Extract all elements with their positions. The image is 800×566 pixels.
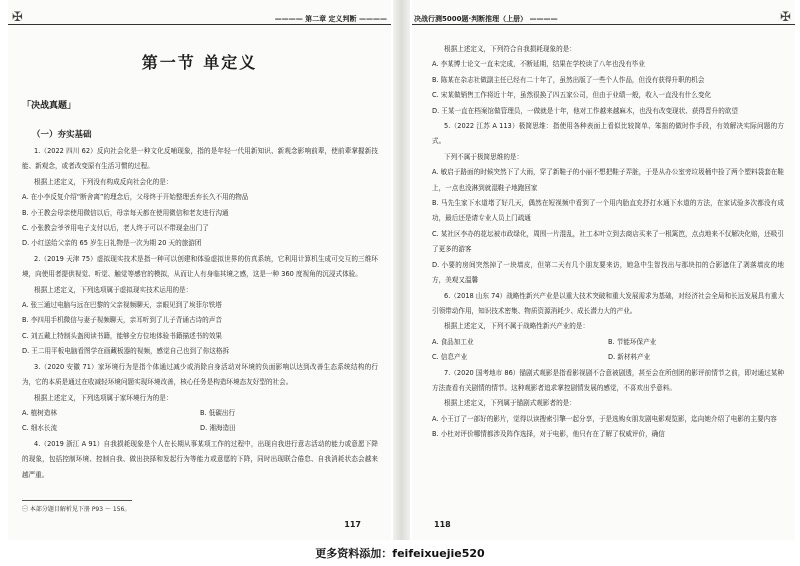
option: B. 马先生家下水道堵了好几天，偶然在短视频中看到了一个用内胎直充抒打水通下水道的方法，在家试验多次都没有成功，最后还是请专业人员上门疏通 — [432, 199, 784, 223]
option: D. 小红送给父亲的 65 岁生日礼物是一次为期 20 天的旅游团 — [22, 239, 202, 248]
book-gutter — [393, 0, 410, 540]
option-row — [22, 421, 378, 436]
option: B. 小杜对评价哪情都涉及阵作选择，对于电影，他只有在了解了权威评价，确信 — [432, 430, 665, 439]
option-row — [22, 406, 378, 421]
option: B. 小王教会母亲使用微信以后，母亲每天都在使用微信和老友进行沟通 — [22, 208, 229, 217]
question-stem: 5.（2022 江苏 A 113）极简思维：指使用各种表面上看似比较简单、笨拙的做时作手段，有效解决实际问题的方式。 — [432, 122, 784, 146]
option: B. 李四用手机微信与妻子视频聊天，亲耳听到了儿子背诵古诗的声音 — [22, 316, 222, 325]
option: D. 小要的房间突然掉了一块墙皮，但第二天有几个朋友要来访，她急中生智找出与那块扣的合影遮住了剥落墙皮的地方，美观又温馨 — [432, 260, 784, 285]
header-rule — [412, 24, 795, 25]
question-prompt: 下列不属于极简思维的是： — [444, 152, 524, 161]
option: D. 王二用平板电脑看图学在画藏板器的视频，感觉自己也到了你这格拆 — [22, 347, 230, 356]
option: C. 小张教会爷爷用电子支付以后，老人终于可以不带现金出门了 — [22, 224, 209, 233]
option: C. 某社区李办的花坛被市政绿化，周围一片混乱，社工本叶立到去商店买来了一根篱笆，点点地来不仅解决化赔，还吸引了更多的游客 — [432, 229, 784, 254]
right-question-list — [432, 42, 784, 443]
question-stem: 4.（2019 浙江 A 91）自我损耗现象是个人在长期从事某项工作的过程中，出现自我进行意志活动的能力或意愿下降的现象，包括控制环境、控制自我、做出抉择和发起行为等能力或意愿的下降，同时出现联合倦怠、自我消耗状态会越来越严重。 — [22, 439, 378, 479]
block-label: 「决战真题」 — [22, 101, 77, 111]
option: D. 湘海造田 — [200, 424, 236, 433]
option: D. 王某一直在档案馆做管理员，一做就是十年，他对工作越来越麻木，也没有改变现状、获得晋升的欲望 — [432, 106, 738, 115]
question-stem: 1.（2022 四川 62）反向社会化是一种文化反哺现象，指的是年轻一代用新知识、新观念影响前辈，使前辈掌握新技能、新观念，或者改变原有生活习惯的过程。 — [22, 147, 378, 171]
option: B. 节能环保产业 — [608, 337, 657, 346]
option: A. 敏启于路面的时候突然下了大雨，穿了新鞋子的小丽不想把鞋子弄脏，于是从办公室旁垃圾桶中捡了两个塑料袋套在鞋上，一点也没淋到就湿鞋子地跑回家 — [432, 168, 784, 192]
option: D. 新材料产业 — [608, 353, 651, 362]
option-row — [432, 335, 784, 350]
page-number-left: 117 — [344, 520, 361, 529]
option: A. 李某博士论文一直未完成，不断延期，结果在学校读了八年也没有毕业 — [432, 60, 645, 69]
question-stem: 3.（2020 安徽 71）家环境行为是指个体通过减少或消除自身活动对环境的负面影响以达到改善生态系统结构的行为，它的本质是通过在收减轻环境问题实现环境改善，核心任务是构造环境态友好型的社会。 — [22, 362, 378, 387]
option: C. 信息产业 — [432, 353, 468, 362]
left-question-list — [22, 144, 378, 483]
footnote-rule — [22, 500, 132, 501]
question-prompt: 根据上述定义，下列符合自我损耗现象的是： — [444, 45, 576, 53]
sub-label: （一）夯实基础 — [32, 130, 92, 140]
page-number-right: 118 — [434, 520, 451, 529]
corner-mark-icon: ✠ — [12, 10, 23, 25]
option: B. 低碳出行 — [200, 408, 236, 417]
option: A. 小王订了一部好的影片，觉得以读搜索引擎一起分享，于是选购女朋友剧电影观览影，迄向她介绍了电影的主要内容 — [432, 414, 777, 423]
option: A. 张三通过电脑与远在巴黎的父亲视频聊天，亲眼见到了埃菲尔铁塔 — [22, 301, 222, 310]
option: A. 食品加工业 — [432, 337, 474, 346]
option: C. 刘五戴上特制头盔阅读书籍，能够全方位地体验书籍描述书的效果 — [22, 331, 223, 340]
corner-mark-icon: ✠ — [780, 10, 791, 25]
section-title: 第一节 单定义 — [141, 53, 258, 72]
question-prompt: 根据上述定义，下列不属于战略性新兴产业的是： — [444, 322, 590, 331]
left-page — [8, 0, 391, 540]
question-prompt: 根据上述定义，下列没有构成反向社会化的是： — [34, 177, 173, 186]
option-row — [432, 350, 784, 365]
header-rule — [8, 24, 391, 25]
question-prompt: 根据上述定义，下列选项属于家环境行为的是： — [34, 393, 173, 402]
option: A. 在小李反复介绍“断舍离”的理念后，父母终于开始整理丢弃长久不用的物品 — [22, 193, 249, 202]
question-stem: 2.（2019 天津 75）虚拟现实技术是指一种可以创建和体验虚拟世界的仿真系统，它利用计算机生成可交互的三维环境，向使用者提供视觉、听觉、触觉等感官的模拟，从而让人有身临其境之感，这是一种 360 度视角的沉浸式体验。 — [22, 254, 378, 279]
question-stem: 6.（2018 山东 74）战略性新兴产业是以重大技术突破和重大发展需求为基础，对经济社会全局和长远发展具有重大引领带动作用，知识技术密集、物质资源消耗少、成长潜力大的产业。 — [432, 291, 784, 315]
question-prompt: 根据上述定义，下列属于锚剧式观影者的是： — [444, 399, 576, 408]
option: A. 植树造林 — [22, 408, 57, 417]
running-header-left: ———— 第二章 定义判断 ———— — [274, 15, 387, 23]
right-page — [412, 0, 795, 540]
option: C. 宋某做销售工作将近十年，虽然很换了四五家公司，但由于业绩一般，收入一直没有什么变化 — [432, 91, 712, 100]
question-stem: 7.（2020 国考地市 86）锚剧式观影是指看影视剧不合意被剧透，甚至会在所创团的影评前情节之前，即对通过某种方法查看有关剧情的情节。这种观影者追求掌控剧情发展的感觉，不喜欢出乎意料。 — [432, 368, 784, 392]
contact-caption: 更多资料添加：feifeixuejie520 — [315, 547, 485, 560]
option: C. 细水长流 — [22, 424, 58, 433]
footnote: ㊀ 本部分题目解析见下册 P93 ～ 156。 — [22, 506, 131, 513]
option: B. 陈某在杂志社做副主任已经有二十年了，虽然出版了一些个人作品，但没有获得升职的机会 — [432, 75, 705, 84]
question-prompt: 根据上述定义，下列选项属于虚拟现实技术运用的是： — [34, 285, 193, 294]
running-header-right: 决战行测5000题·判断推理（上册） ———— — [414, 15, 558, 23]
